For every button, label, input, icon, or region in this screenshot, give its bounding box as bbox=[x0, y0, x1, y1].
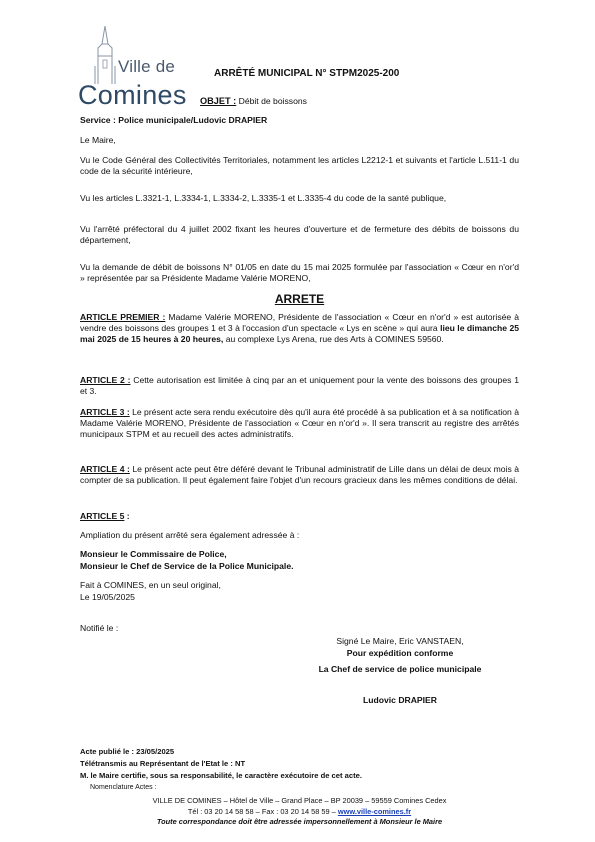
signature-name: Ludovic DRAPIER bbox=[362, 695, 437, 705]
objet-text: Débit de boissons bbox=[236, 96, 307, 106]
service-line: Service : Police municipale/Ludovic DRAPIER bbox=[80, 115, 268, 125]
footer-phone-line bbox=[80, 807, 519, 818]
fait-a: Fait à COMINES, en un seul original, bbox=[80, 580, 221, 590]
article-3-text: Le présent acte sera rendu exécutoire dès qu'il aura été procédé à sa publication et à sa notification à Madame Valérie MORENO, Présidente de l'association « Cœur en n'or'd ». Il sera transcrit au registre des arrêtés municipaux STPM et au recueil des actes administratifs. bbox=[80, 407, 519, 440]
logo-ville-de: Ville de bbox=[118, 57, 176, 76]
footer-certifie: M. le Maire certifie, sous sa responsabilité, le caractère exécutoire de cet acte. bbox=[80, 771, 362, 780]
vu-4: Vu la demande de débit de boissons N° 01/05 en date du 15 mai 2025 formulée par l'association « Cœur en n'or'd » représentée par sa Présidente Madame Valérie MORENO, bbox=[80, 262, 519, 284]
footer-publie: Acte publié le : 23/05/2025 bbox=[80, 747, 175, 756]
article-1 bbox=[80, 312, 519, 346]
article-5 bbox=[80, 511, 519, 522]
vu-2: Vu les articles L.3321-1, L.3334-1, L.3334-2, L.3335-1 et L.3335-4 du code de la santé publique, bbox=[80, 193, 447, 203]
footer-contact bbox=[80, 796, 519, 828]
footer-note: Toute correspondance doit être adressée impersonnellement à Monsieur le Maire bbox=[156, 817, 443, 827]
article-3 bbox=[80, 407, 519, 441]
signature-signe: Signé Le Maire, Eric VANSTAEN, bbox=[336, 636, 464, 646]
city-logo bbox=[78, 26, 196, 110]
vu-1: Vu le Code Général des Collectivités Territoriales, notamment les articles L2212-1 et suivants et l'article L.511-1 du code de la sécurité intérieure, bbox=[80, 155, 519, 177]
footer-website-link[interactable]: www.ville-comines.fr bbox=[337, 806, 412, 816]
arrete-heading: ARRETE bbox=[274, 292, 325, 306]
article-1-location: au complexe Lys Arena, rue des Arts à COMINES 59560. bbox=[223, 334, 444, 345]
decree-title: ARRÊTÉ MUNICIPAL N° STPM2025-200 bbox=[214, 68, 400, 79]
recipient-2: Monsieur le Chef de Service de la Police Municipale. bbox=[80, 561, 294, 571]
article-1-label: ARTICLE PREMIER : bbox=[80, 312, 166, 322]
objet-label: OBJET : bbox=[200, 96, 237, 106]
objet-line bbox=[200, 96, 307, 108]
ampliation: Ampliation du présent arrêté sera également adressée à : bbox=[80, 530, 300, 540]
article-5-label: ARTICLE 5 bbox=[80, 511, 125, 521]
article-2-label: ARTICLE 2 : bbox=[80, 375, 131, 385]
article-4 bbox=[80, 464, 519, 486]
article-5-colon: : bbox=[124, 511, 130, 521]
article-1-date: lieu le dimanche 25 mai 2025 de 15 heures à 20 heures, bbox=[80, 323, 519, 345]
fait-date: Le 19/05/2025 bbox=[80, 592, 135, 602]
signature-chef: La Chef de service de police municipale bbox=[318, 664, 482, 674]
vu-3: Vu l'arrêté préfectoral du 4 juillet 2002 fixant les heures d'ouverture et de fermeture des débits de boissons du département, bbox=[80, 224, 519, 246]
church-tower-icon bbox=[92, 26, 118, 84]
footer-nomenclature: Nomenclature Actes : bbox=[90, 784, 157, 791]
le-maire: Le Maire, bbox=[80, 135, 116, 145]
notifie-le: Notifié le : bbox=[80, 623, 119, 633]
article-2 bbox=[80, 375, 519, 397]
footer-address: VILLE DE COMINES – Hôtel de Ville – Grand Place – BP 20039 – 59559 Comines Cedex bbox=[152, 796, 447, 805]
recipient-1: Monsieur le Commissaire de Police, bbox=[80, 549, 227, 559]
article-4-text: Le présent acte peut être déféré devant le Tribunal administratif de Lille dans un délai de deux mois à compter de sa publication. Il peut également faire l'objet d'un recours gracieux dans les mêmes conditions de délai. bbox=[80, 464, 520, 486]
article-3-label: ARTICLE 3 : bbox=[80, 407, 130, 417]
signature-pour: Pour expédition conforme bbox=[346, 648, 454, 658]
logo-comines: Comines bbox=[78, 80, 187, 110]
footer-teletransmis: Télétransmis au Représentant de l'Etat le : NT bbox=[80, 759, 246, 768]
article-4-label: ARTICLE 4 : bbox=[80, 464, 130, 474]
article-1-text: Madame Valérie MORENO, Présidente de l'association « Cœur en n'or'd » est autorisée à vendre des boissons des groupes 1 et 3 à l'occasion d'un spectacle « Lys en scène » qui aura bbox=[80, 312, 520, 334]
article-2-text: Cette autorisation est limitée à cinq par an et uniquement pour la vente des boissons des groupes 1 et 3. bbox=[80, 375, 519, 397]
footer-tel: Tél : 03 20 14 58 58 – Fax : 03 20 14 58 59 – bbox=[187, 806, 338, 816]
